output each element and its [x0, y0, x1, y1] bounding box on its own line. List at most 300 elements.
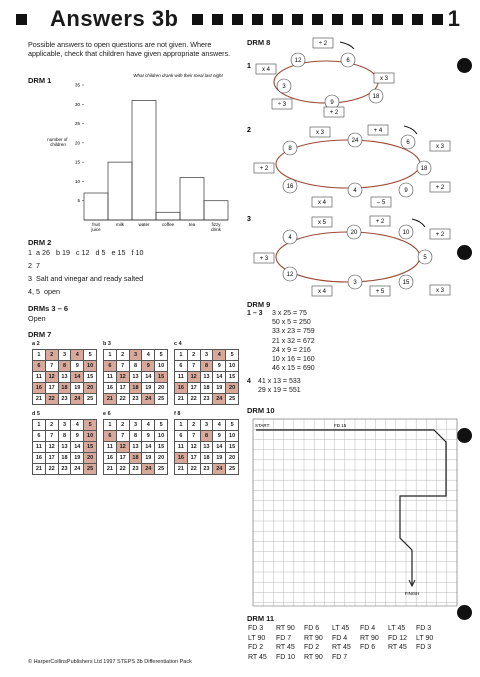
turtle-command: FD 4	[332, 634, 348, 642]
turtle-command: RT 90	[304, 653, 323, 661]
grid-cell: 8	[200, 361, 213, 372]
grid-cell: 25	[226, 464, 239, 475]
grid-cell: 4	[213, 420, 226, 431]
chart-title: What children drank with their meal last night	[133, 73, 223, 78]
drm7-heading: DRM 7	[28, 330, 52, 339]
turtle-command: RT 45	[248, 653, 267, 661]
grid-cell: 5	[226, 420, 239, 431]
chart-bar	[180, 178, 204, 220]
drm2-line3: 3 Salt and vinegar and ready salted	[28, 274, 144, 283]
grid-cell: 25	[84, 394, 97, 405]
loop-node-value: 3	[282, 84, 286, 91]
drm9-equation: 33 x 23 = 759	[272, 328, 315, 336]
operation-label: ÷ 2	[318, 41, 328, 48]
grid-cell: 7	[45, 431, 58, 442]
grid-cell: 11	[33, 372, 46, 383]
loop-node-value: 24	[351, 138, 359, 145]
turtle-path	[256, 430, 446, 586]
grid-cell: 19	[142, 453, 155, 464]
chart-ylabel	[47, 137, 69, 147]
grid-cell: 5	[84, 420, 97, 431]
grid-cell: 25	[226, 394, 239, 405]
chart-x-tick-label: drink	[211, 227, 221, 232]
grid-cell: 16	[175, 453, 188, 464]
drm9-equation: 10 x 16 = 160	[272, 356, 315, 363]
operation-label: + 2	[329, 110, 339, 117]
operation-label: + 5	[375, 289, 385, 296]
grid-cell: 5	[84, 350, 97, 361]
operation-label: x 4	[317, 289, 327, 296]
grid-cell: 8	[129, 431, 142, 442]
grid-cell: 15	[155, 442, 168, 453]
grid-cell: 4	[142, 420, 155, 431]
grid-cell: 6	[104, 361, 117, 372]
grid-cell: 13	[58, 442, 71, 453]
chart-y-tick-label: 20	[74, 140, 80, 146]
grid-cell: 18	[129, 383, 142, 394]
grid-cell: 21	[104, 464, 117, 475]
grid-cell: 16	[104, 383, 117, 394]
grid-cell: 21	[175, 464, 188, 475]
grid-cell: 14	[213, 372, 226, 383]
grid-cell: 2	[116, 420, 129, 431]
grid-cell: 13	[129, 372, 142, 383]
loop-label: 2	[247, 127, 251, 134]
chart-y-tick-label: 30	[74, 101, 80, 107]
drm1-bar-chart	[28, 68, 233, 233]
operation-label: x 5	[317, 220, 327, 227]
grid-cell: 8	[200, 431, 213, 442]
chart-bar	[132, 100, 156, 220]
loop-path	[276, 140, 420, 191]
loop-node-value: 4	[353, 188, 357, 195]
drm2-line1: 1 a 26 b 19 c 12 d 5 e 15 f 10	[28, 248, 144, 257]
grid-cell: 15	[226, 372, 239, 383]
turtle-command: RT 45	[332, 644, 351, 651]
drm9-heading: DRM 9	[247, 300, 271, 309]
grid-cell: 13	[200, 442, 213, 453]
footer-copyright: © HarperCollinsPublishers Ltd 1997 STEPS 3b Differentiation Pack	[28, 659, 192, 665]
binder-hole	[457, 605, 472, 620]
grid-cell: 3	[129, 420, 142, 431]
drm9-equation: 46 x 15 = 690	[272, 365, 315, 373]
loop-node-value: 4	[288, 235, 292, 242]
grid-cell: 7	[116, 431, 129, 442]
grid-cell: 4	[71, 420, 84, 431]
operation-label: + 3	[259, 256, 269, 263]
grid-cell: 2	[116, 350, 129, 361]
grid-cell: 23	[200, 464, 213, 475]
grid-cell: 10	[155, 431, 168, 442]
grid-cell: 23	[129, 464, 142, 475]
grid-cell: 11	[104, 442, 117, 453]
grid-cell: 22	[45, 394, 58, 405]
drm2-line4: 4, 5 open	[28, 287, 60, 296]
operation-label: ÷ 3	[277, 102, 287, 109]
grid-cell: 22	[187, 394, 200, 405]
header-square	[232, 14, 243, 25]
grid-cell: 25	[155, 464, 168, 475]
grid-cell: 3	[200, 350, 213, 361]
turtle-command: FD 2	[248, 644, 264, 651]
loop-label: 1	[247, 63, 251, 70]
turtle-command: FD 6	[360, 644, 376, 651]
grid-cell: 7	[116, 361, 129, 372]
grid-cell: 18	[129, 453, 142, 464]
grid-cell: 17	[45, 383, 58, 394]
grid-cell: 23	[129, 394, 142, 405]
grid-cell: 18	[200, 453, 213, 464]
turtle-command: FD 3	[248, 625, 264, 632]
grid-cell: 6	[33, 361, 46, 372]
binder-hole	[457, 58, 472, 73]
loop-node-value: 6	[346, 58, 350, 65]
grid-cell: 23	[58, 394, 71, 405]
number-grid	[32, 419, 97, 475]
loop-node-value: 16	[286, 184, 294, 191]
grid-cell: 1	[33, 350, 46, 361]
grid-cell: 13	[129, 442, 142, 453]
turtle-command: FD 12	[388, 634, 408, 642]
turtle-command: FD 3	[416, 644, 432, 651]
grid-cell: 1	[104, 350, 117, 361]
loop-node-value: 9	[330, 100, 334, 107]
grid-cell: 14	[142, 372, 155, 383]
grid-cell: 14	[213, 442, 226, 453]
header-square	[252, 14, 263, 25]
grid-cell: 17	[116, 453, 129, 464]
binder-hole	[457, 245, 472, 260]
grid-cell: 14	[71, 442, 84, 453]
drm2-heading: DRM 2	[28, 238, 52, 247]
grid-cell: 22	[116, 464, 129, 475]
loop-node-value: 3	[353, 280, 357, 287]
header-square	[412, 14, 423, 25]
grid-cell: 12	[116, 442, 129, 453]
grid-cell: 2	[187, 350, 200, 361]
chart-bars	[84, 100, 228, 220]
drms36-heading: DRMs 3 – 6	[28, 304, 69, 313]
number-grid	[32, 349, 97, 405]
loop-node-value: 20	[350, 230, 358, 237]
drm9-equation: 24 x 9 = 216	[272, 346, 311, 354]
page-header	[16, 6, 464, 32]
grid-cell: 24	[71, 394, 84, 405]
chart-y-tick-label: 35	[74, 82, 80, 88]
grid-cell: 17	[187, 453, 200, 464]
grid-cell: 20	[84, 383, 97, 394]
grid-label: b 3	[103, 341, 111, 347]
grid-cell: 25	[84, 464, 97, 475]
turtle-command: RT 90	[304, 634, 323, 642]
page-title: Answers 3b	[50, 6, 179, 31]
grid-label: e 6	[103, 411, 111, 417]
chart-x-tick-label: coffee	[161, 222, 175, 227]
grid-cell: 9	[213, 361, 226, 372]
grid-cell: 22	[116, 394, 129, 405]
drm8-heading: DRM 8	[247, 38, 271, 47]
grid-cell: 10	[84, 361, 97, 372]
turtle-command: RT 90	[276, 625, 295, 632]
header-square	[312, 14, 323, 25]
grid-cell: 7	[187, 361, 200, 372]
grid-cell: 9	[142, 431, 155, 442]
grid-cell: 3	[200, 420, 213, 431]
grid-cell: 3	[58, 420, 71, 431]
grid-cell: 20	[84, 453, 97, 464]
loop-label: 3	[247, 216, 251, 223]
grid-cell: 8	[58, 361, 71, 372]
header-square	[192, 14, 203, 25]
number-grid	[103, 419, 168, 475]
grid-cell: 22	[45, 464, 58, 475]
grid-cell: 11	[104, 372, 117, 383]
grid-cell: 12	[116, 372, 129, 383]
grid-cell: 24	[142, 394, 155, 405]
number-grid	[103, 349, 168, 405]
grid-cell: 5	[155, 350, 168, 361]
grid-cell: 10	[155, 361, 168, 372]
chart-ylabel-line2: children	[50, 142, 66, 147]
grid-label: f 8	[174, 411, 181, 417]
operation-label: x 3	[435, 144, 445, 151]
grid-cell: 25	[155, 394, 168, 405]
chart-axes	[75, 83, 228, 221]
grid-cell: 4	[213, 350, 226, 361]
grid-cell: 20	[226, 453, 239, 464]
grid-cell: 12	[45, 372, 58, 383]
chart-y-tick-label: 15	[74, 159, 80, 165]
drms36-text: Open	[28, 314, 46, 323]
header-square	[432, 14, 443, 25]
chart-x-tick-label: milk	[116, 222, 124, 227]
grid-cell: 3	[58, 350, 71, 361]
grid-cell: 6	[175, 431, 188, 442]
drm9-equation-4: 29 x 19 = 551	[258, 387, 301, 395]
turtle-command: LT 45	[332, 625, 350, 632]
grid-cell: 17	[116, 383, 129, 394]
chart-x-tick-label: fizzy	[211, 222, 221, 227]
grid-cell: 12	[187, 442, 200, 453]
grid-cell: 18	[58, 453, 71, 464]
turtle-command: LT 90	[416, 634, 434, 642]
grid-cell: 1	[175, 420, 188, 431]
grid-cell: 10	[226, 361, 239, 372]
turtle-command: RT 45	[388, 644, 407, 651]
turtle-command: FD 3	[416, 625, 432, 632]
header-square	[292, 14, 303, 25]
grid-cell: 19	[142, 383, 155, 394]
drm9-equation: 3 x 25 = 75	[272, 310, 307, 317]
grid-cell: 4	[71, 350, 84, 361]
grid-cell: 16	[175, 383, 188, 394]
turtle-command: FD 7	[332, 653, 348, 661]
header-square	[332, 14, 343, 25]
grid-cell: 24	[213, 394, 226, 405]
grid-cell: 20	[226, 383, 239, 394]
grid-cell: 23	[58, 464, 71, 475]
grid-cell: 15	[84, 372, 97, 383]
loop-node-value: 8	[288, 146, 292, 153]
chart-x-tick-label: juice	[91, 227, 101, 232]
drm11-heading: DRM 11	[247, 614, 275, 623]
loop-path	[276, 232, 420, 282]
chart-ylabel-line1: number of	[47, 137, 68, 142]
grid-cell: 18	[200, 383, 213, 394]
direction-arrow	[340, 42, 354, 49]
grid-lines	[253, 419, 457, 606]
grid-cell: 16	[104, 453, 117, 464]
chart-x-tick-label: fruit	[92, 222, 100, 227]
grid-cell: 8	[58, 431, 71, 442]
operation-label: + 2	[259, 166, 269, 173]
grid-cell: 24	[71, 464, 84, 475]
grid-cell: 21	[33, 464, 46, 475]
grid-cell: 11	[175, 372, 188, 383]
operation-label: x 3	[435, 288, 445, 295]
grid-cell: 9	[71, 431, 84, 442]
drm10-turtle-grid	[252, 418, 458, 608]
grid-cell: 11	[175, 442, 188, 453]
turtle-command: FD 4	[360, 625, 376, 632]
loop-node-value: 6	[406, 140, 410, 147]
direction-arrow	[412, 219, 425, 227]
chart-y-tick-label: 5	[77, 198, 80, 204]
operation-label: – 5	[376, 200, 386, 207]
loop-node-value: 5	[423, 255, 427, 262]
grid-cell: 19	[213, 453, 226, 464]
number-grid	[174, 349, 239, 405]
drm10-heading: DRM 10	[247, 406, 275, 415]
turtle-command: RT 90	[360, 634, 379, 642]
drm8-number-loops	[244, 36, 456, 300]
grid-cell: 8	[129, 361, 142, 372]
grid-cell: 12	[187, 372, 200, 383]
drm1-heading: DRM 1	[28, 76, 52, 85]
header-square	[372, 14, 383, 25]
loop-node-value: 12	[294, 58, 302, 65]
grid-cell: 21	[175, 394, 188, 405]
drm9-equation: 50 x 5 = 250	[272, 319, 311, 327]
grid-cell: 5	[226, 350, 239, 361]
turtle-command: FD 6	[304, 625, 320, 632]
loop-node-value: 18	[372, 94, 380, 101]
grid-cell: 15	[84, 442, 97, 453]
grid-cell: 2	[45, 350, 58, 361]
chart-bar	[156, 212, 180, 220]
grid-cell: 21	[33, 394, 46, 405]
intro-text: Possible answers to open questions are not given. Where applicable, check that children have given appropriate answers.	[28, 40, 231, 58]
grid-cell: 19	[71, 453, 84, 464]
grid-cell: 14	[142, 442, 155, 453]
drm9-equation-4: 41 x 13 = 533	[258, 378, 301, 385]
grid-cell: 11	[33, 442, 46, 453]
grid-cell: 24	[142, 464, 155, 475]
header-square	[212, 14, 223, 25]
grid-cell: 9	[71, 361, 84, 372]
grid-cell: 1	[175, 350, 188, 361]
grid-label: a 2	[32, 341, 40, 347]
loop-node-value: 9	[404, 188, 408, 195]
drm2-line2: 2 7	[28, 261, 40, 270]
grid-cell: 12	[45, 442, 58, 453]
grid-label: c 4	[174, 341, 182, 347]
grid-cell: 24	[213, 464, 226, 475]
chart-bar	[204, 201, 228, 220]
operation-label: x 4	[317, 200, 327, 207]
grid-cell: 20	[155, 453, 168, 464]
number-grid	[174, 419, 239, 475]
grid-cell: 15	[155, 372, 168, 383]
chart-x-tick-label: water	[138, 222, 150, 227]
operation-label: x 3	[315, 130, 325, 137]
drm9-equation: 21 x 32 = 672	[272, 337, 315, 345]
turtle-command: FD 10	[276, 653, 296, 661]
grid-cell: 19	[213, 383, 226, 394]
chart-labels	[90, 222, 221, 232]
grid-cell: 9	[142, 361, 155, 372]
start-label: START	[255, 423, 270, 428]
loop-node-value: 18	[420, 166, 428, 173]
grid-cell: 2	[45, 420, 58, 431]
grid-cell: 14	[71, 372, 84, 383]
header-square	[352, 14, 363, 25]
grid-cell: 15	[226, 442, 239, 453]
chart-y-tick-label: 10	[74, 178, 80, 184]
loop-node-value: 10	[402, 230, 410, 237]
operation-label: + 4	[373, 128, 383, 135]
header-square	[16, 14, 27, 25]
drm9-label-4: 4	[247, 378, 251, 385]
grid-cell: 6	[104, 431, 117, 442]
page-number: 1	[447, 6, 460, 31]
grid-cell: 21	[104, 394, 117, 405]
operation-label: + 2	[435, 232, 445, 239]
direction-arrow	[404, 126, 417, 134]
binder-hole	[457, 428, 472, 443]
loop-node-value: 15	[402, 280, 410, 287]
grid-cell: 6	[33, 431, 46, 442]
grid-cell: 7	[187, 431, 200, 442]
grid-cell: 13	[58, 372, 71, 383]
grid-cell: 16	[33, 453, 46, 464]
operation-label: x 3	[379, 76, 389, 83]
grid-cell: 5	[155, 420, 168, 431]
grid-cell: 18	[58, 383, 71, 394]
chart-y-tick-label: 25	[74, 121, 80, 127]
chart-bar	[84, 193, 108, 220]
turtle-command: LT 45	[388, 625, 406, 632]
grid-cell: 7	[45, 361, 58, 372]
turtle-command: FD 2	[304, 644, 320, 651]
grid-cell: 1	[104, 420, 117, 431]
drm9-label-1-3: 1 – 3	[247, 310, 263, 317]
chart-bar	[108, 162, 132, 220]
grid-cell: 13	[200, 372, 213, 383]
grid-cell: 3	[129, 350, 142, 361]
grid-cell: 17	[45, 453, 58, 464]
operation-label: + 2	[375, 219, 385, 226]
operation-label: x 4	[261, 67, 271, 74]
grid-cell: 10	[226, 431, 239, 442]
header-square	[392, 14, 403, 25]
loop-node-value: 12	[286, 272, 294, 279]
grid-cell: 22	[187, 464, 200, 475]
chart-x-tick-label: tea	[188, 222, 196, 227]
grid-cell: 2	[187, 420, 200, 431]
grid-cell: 4	[142, 350, 155, 361]
grid-cell: 6	[175, 361, 188, 372]
